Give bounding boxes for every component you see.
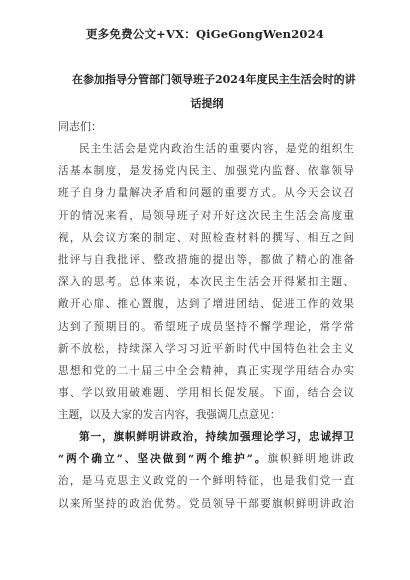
section-heading-text: 第一，旗帜鲜明讲政治，持续加强理论学习，忠诚捍卫: [79, 431, 354, 443]
paragraph-line: 治，是马克思主义政党的一个鲜明特征，也是我们党一直: [58, 475, 354, 488]
paragraph-line: [58, 448, 354, 470]
paragraph-1: [58, 138, 354, 426]
paragraph-line: 主题，以及大家的发言内容，我强调几点意见：: [58, 409, 281, 422]
paragraph-line: 新不放松，持续深入学习习近平新时代中国特色社会主义: [58, 342, 354, 355]
paragraph-line: 民主生活会是党内政治生活的重要内容，是党的组织生: [79, 143, 354, 155]
salutation: 同志们：: [58, 120, 102, 133]
paragraph-line: 视，从会议方案的制定、对照检查材料的撰写、相互之间: [58, 231, 354, 244]
paragraph-line: 班子自身力量解决矛盾和问题的重要方式。从今天会议召: [58, 187, 354, 200]
title-line-2: 话提纲: [190, 97, 224, 110]
document-title: [72, 68, 356, 116]
paragraph-text: 旗帜鲜明地讲政: [267, 453, 354, 466]
title-line-1: 在参加指导分管部门领导班子2024年度民主生活会时的讲: [72, 73, 356, 86]
watermark-banner: 更多免费公文+VX：QiGeGongWen2024: [85, 27, 325, 41]
paragraph-line: 事、学以致用破难题、学用相长促发展。下面，结合会议: [58, 387, 354, 400]
paragraph-line: 敞开心扉、推心置腹，达到了增进团结、促进工作的效果: [58, 298, 354, 311]
paragraph-line: 以来所坚持的政治优势。党员领导干部要旗帜鲜明讲政治: [58, 497, 354, 510]
paragraph-line: 活基本制度，是发扬党内民主、加强党内监督、依靠领导: [58, 165, 354, 178]
paragraph-line: 达到了预期目的。希望班子成员坚持不懈学理论，常学常: [58, 320, 354, 333]
paragraph-line: 深入的思考。总体来说，本次民主生活会开得紧扣主题、: [58, 276, 354, 289]
paragraph-2: [58, 426, 354, 515]
section-heading-line: [58, 426, 354, 448]
paragraph-line: 批评与自我批评、整改措施的提出等，都做了精心的准备: [58, 253, 354, 266]
section-heading-text: “两个确立”、坚决做到“两个维护”。: [58, 453, 268, 466]
paragraph-line: 开的情况来看，局领导班子对开好这次民主生活会高度重: [58, 209, 354, 222]
paragraph-line: 思想和党的二十届三中全会精神，真正实现学用结合办实: [58, 364, 354, 377]
